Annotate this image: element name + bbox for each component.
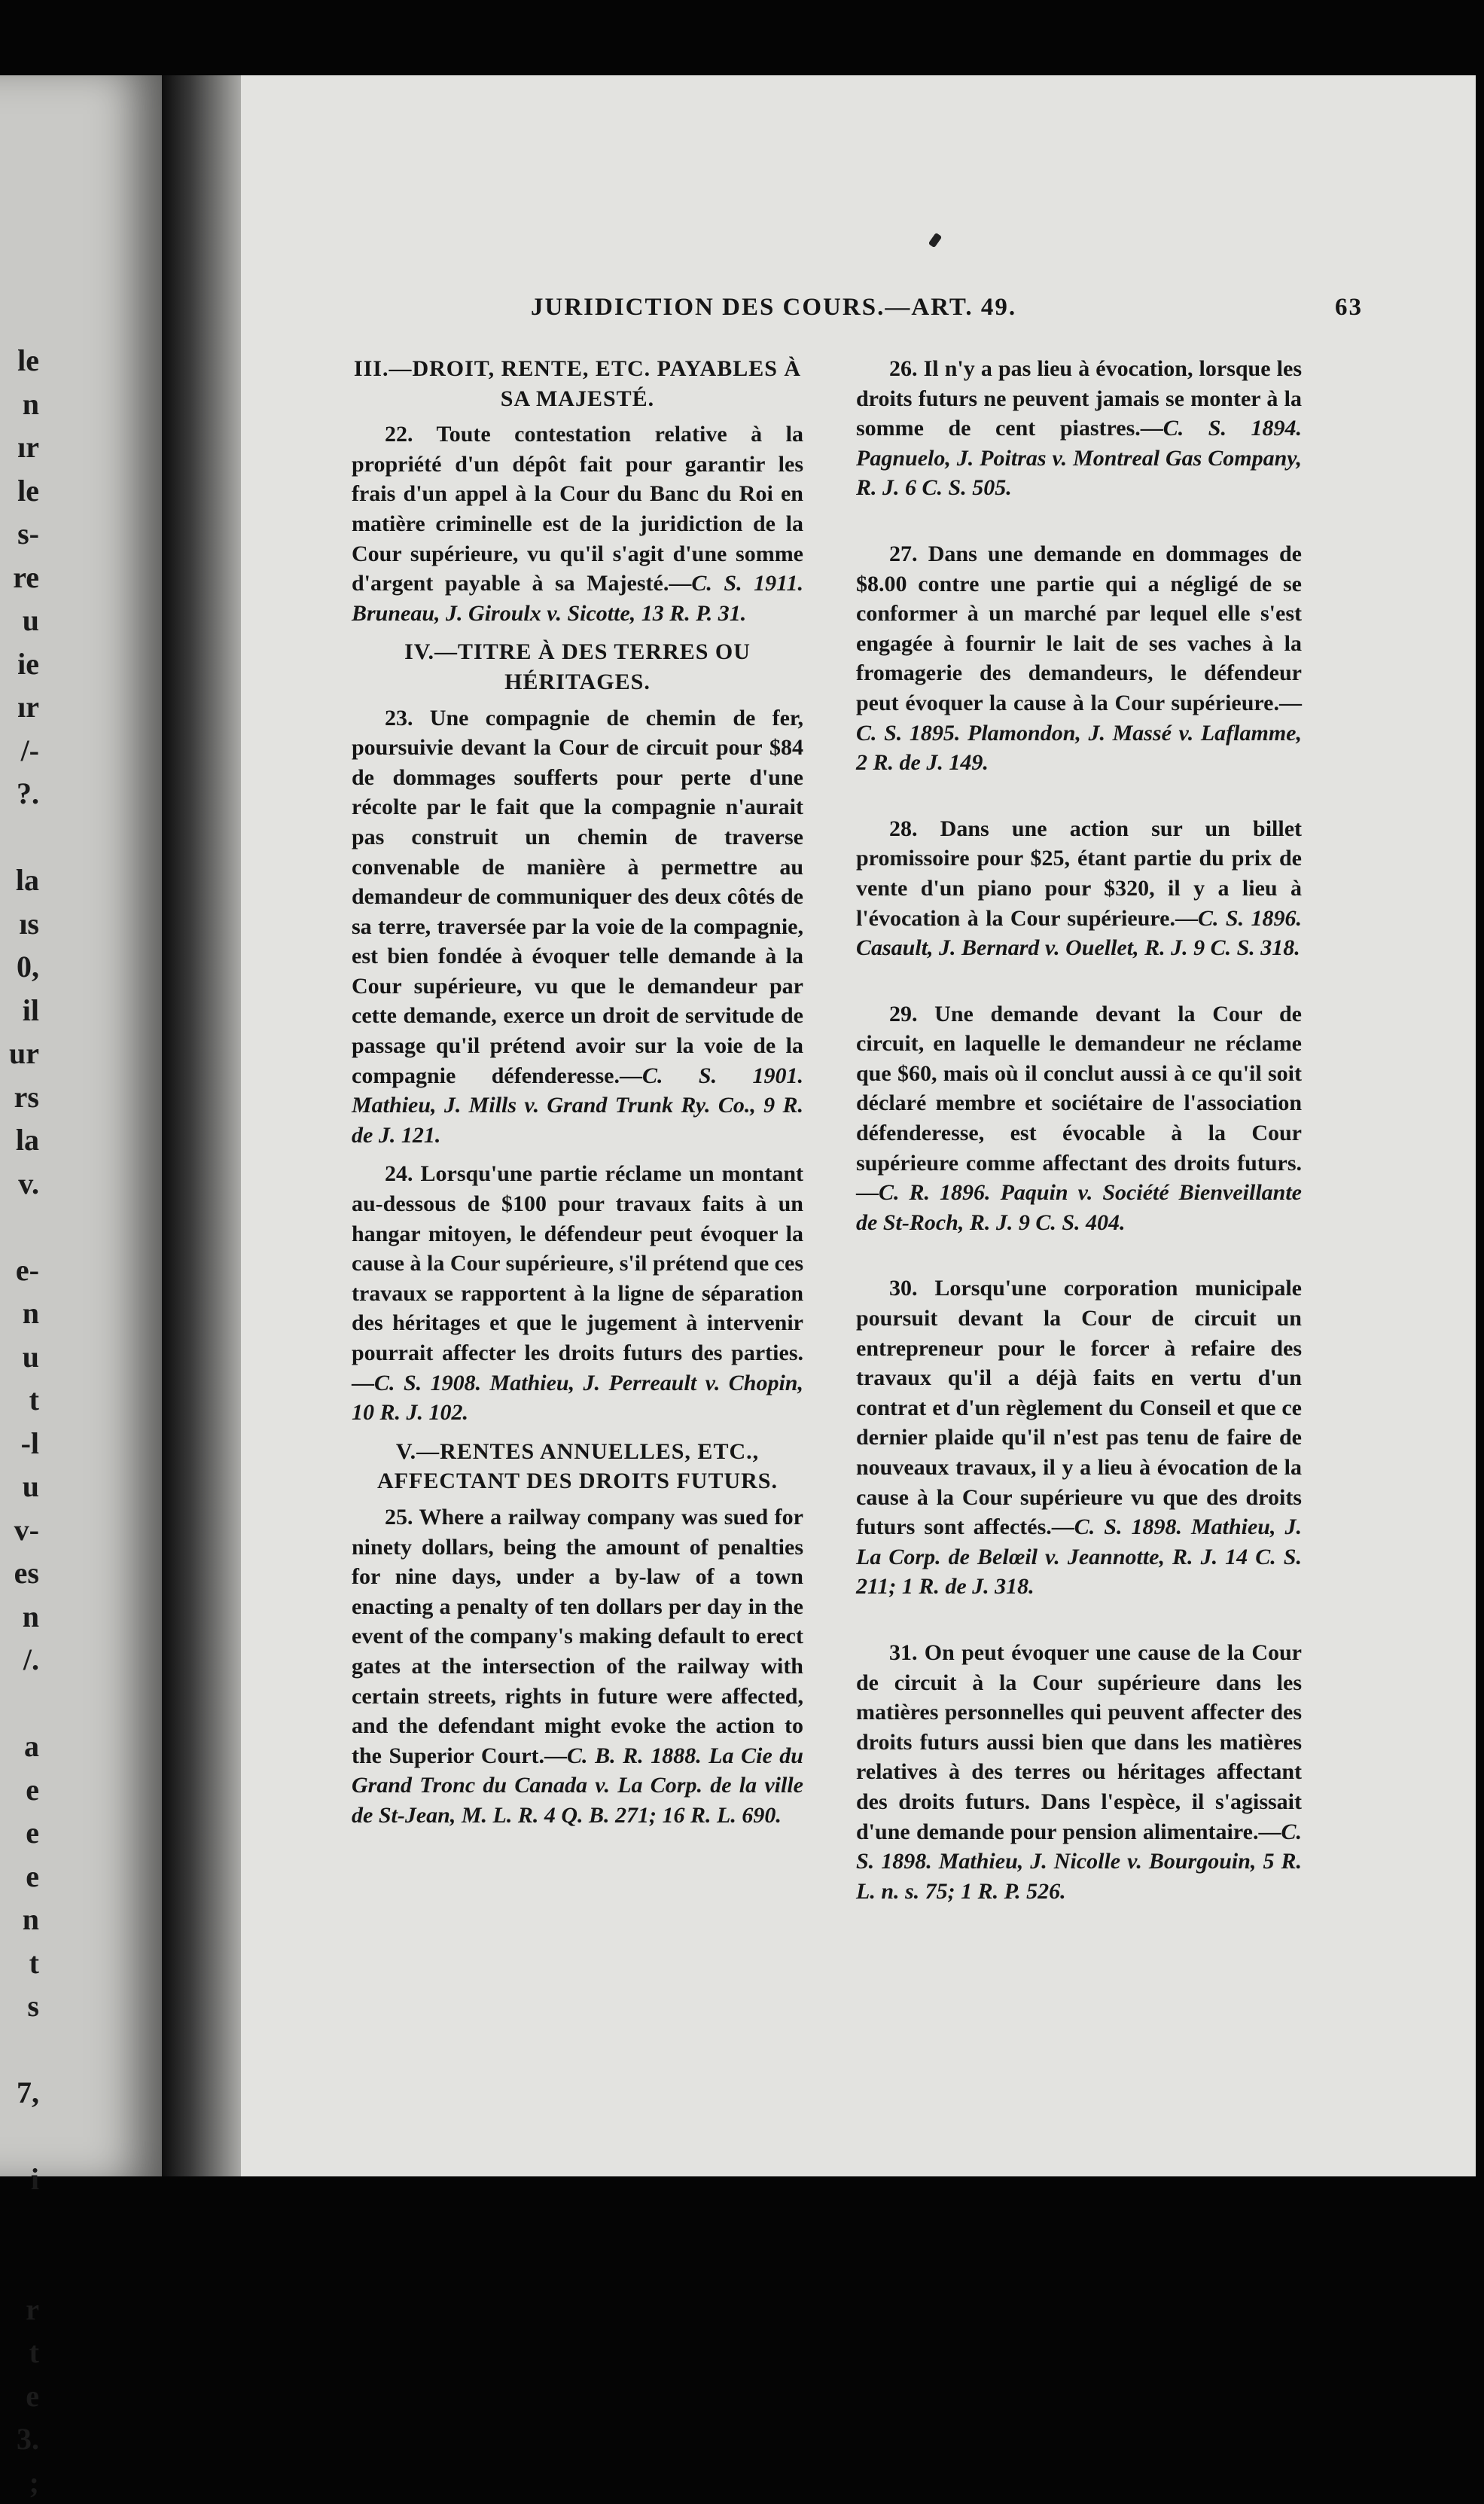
section-heading: III.—DROIT, RENTE, ETC. PAYABLES À SA MAJESTÉ. xyxy=(352,354,803,413)
margin-fragment: n xyxy=(2,1595,39,1639)
case-citation: C. S. 1895. Plamondon, J. Massé v. Laflamme, 2 R. de J. 149. xyxy=(856,721,1302,776)
margin-fragment: t xyxy=(2,2331,39,2374)
margin-fragment: e xyxy=(2,1768,39,1812)
entry-text: Dans une demande en dommages de $8.00 contre une partie qui a négligé de se conformer à un marché par lequel elle s'est engagée à fournir le lait de ses vaches à la fromagerie des demandeurs, le défendeur peut évoquer la cause à la Cour supérieure.— xyxy=(856,541,1302,715)
entry-text: Toute contestation relative à la propriété d'un dépôt fait pour garantir les frais d'un appel à la Cour du Banc du Roi en matière criminelle est de la juridiction de la Cour supérieure, vu qu'il s'agit d'une somme d'argent payable à sa Majesté.— xyxy=(352,422,803,596)
entry-text: Dans une action sur un billet promissoire pour $25, étant partie du prix de vente d'un piano pour $320, il y a lieu à l'évocation à la Cour supérieure.— xyxy=(856,816,1302,931)
margin-fragment: /. xyxy=(2,1638,39,1682)
margin-fragment: e xyxy=(2,1855,39,1899)
case-entry xyxy=(856,1638,1302,1906)
margin-fragment: u xyxy=(2,1335,39,1379)
margin-fragment xyxy=(2,2201,39,2245)
facing-page xyxy=(0,75,167,2176)
case-entry xyxy=(352,1502,803,1831)
margin-fragment: e xyxy=(2,2374,39,2418)
margin-fragment: ie xyxy=(2,642,39,686)
margin-fragment: n xyxy=(2,1898,39,1941)
margin-fragment: r xyxy=(2,2288,39,2332)
entry-spacer xyxy=(856,1246,1302,1273)
entry-number: 24. xyxy=(385,1161,413,1186)
margin-fragment xyxy=(2,2115,39,2158)
entry-number: 31. xyxy=(889,1640,918,1665)
margin-fragment: ?. xyxy=(2,772,39,816)
margin-fragment: t xyxy=(2,1941,39,1985)
entry-text: Where a railway company was sued for ninety dollars, being the amount of penalties for nine days, under a by-law of a town enacting a penalty of ten dollars per day in the event of the company's making default to erect gates at the intersection of the railway with certain streets, rights in future were affected, and the defendant might evoke the action to the Superior Court.— xyxy=(352,1505,803,1768)
margin-fragment: ıs xyxy=(2,902,39,946)
margin-fragment: t xyxy=(2,1378,39,1422)
margin-fragment: a xyxy=(2,1725,39,1768)
margin-fragment: s- xyxy=(2,512,39,556)
case-citation: C. S. 1898. Mathieu, J. Nicolle v. Bourgouin, 5 R. L. n. s. 75; 1 R. P. 526. xyxy=(856,1819,1302,1904)
margin-fragment: 7, xyxy=(2,2071,39,2115)
margin-fragment xyxy=(2,816,39,859)
entry-number: 29. xyxy=(889,1002,918,1026)
margin-fragment: s xyxy=(2,1984,39,2028)
case-entry xyxy=(352,703,803,1151)
facing-page-margin-text xyxy=(2,339,39,2504)
case-entry xyxy=(352,419,803,628)
entry-spacer xyxy=(856,787,1302,814)
margin-fragment: v- xyxy=(2,1508,39,1552)
entry-number: 23. xyxy=(385,706,413,730)
book-gutter xyxy=(162,75,245,2176)
margin-fragment: v. xyxy=(2,1162,39,1206)
margin-fragment: ır xyxy=(2,685,39,729)
margin-fragment: 3. xyxy=(2,2417,39,2461)
margin-fragment: i xyxy=(2,2158,39,2201)
margin-fragment: la xyxy=(2,859,39,902)
margin-fragment: es xyxy=(2,1551,39,1595)
margin-fragment: n xyxy=(2,383,39,426)
running-title: JURIDICTION DES COURS.—ART. 49. xyxy=(531,294,1016,322)
margin-fragment: e xyxy=(2,1811,39,1855)
entry-text: Une demande devant la Cour de circuit, en laquelle le demandeur ne réclame que $60, mais où il conclut aussi à ce qu'il soit déclaré membre et sociétaire de l'association défenderesse, est évocable à la Cour supérieure comme affectant des droits futurs.— xyxy=(856,1002,1302,1206)
margin-fragment: e- xyxy=(2,1249,39,1292)
case-entry xyxy=(856,999,1302,1238)
running-header xyxy=(241,294,1476,339)
case-entry xyxy=(352,1159,803,1427)
entry-text: Une compagnie de chemin de fer, poursuivie devant la Cour de circuit pour $84 de dommages soufferts pour perte d'une récolte par le fait que la compagnie n'aurait pas construit un chemin de traverse convenable de manière à permettre au demandeur de communiquer des deux côtés de sa terre, traversée par la voie de la compagnie, est bien fondée à évoquer telle demande à la Cour supérieure, vu que le demandeur par cette demande, exerce un droit de servitude de passage qu'il prétend avoir sur la voie de la compagnie défenderesse.— xyxy=(352,706,803,1088)
margin-fragment xyxy=(2,1682,39,1725)
section-heading: V.—RENTES ANNUELLES, ETC., AFFECTANT DES DROITS FUTURS. xyxy=(352,1437,803,1496)
ink-mark xyxy=(928,233,943,248)
entry-text: Il n'y a pas lieu à évocation, lorsque les droits futurs ne peuvent jamais se monter à la somme de cent piastres.— xyxy=(856,356,1302,441)
entry-spacer xyxy=(856,512,1302,539)
entry-text: On peut évoquer une cause de la Cour de circuit à la Cour supérieure dans les matières personnelles qui peuvent affecter des droits futurs aussi bien que dans les matières relatives à des terres ou héritages affectant des droits futurs. Dans l'espèce, il s'agissait d'une demande pour pension alimentaire.— xyxy=(856,1640,1302,1844)
entry-number: 22. xyxy=(385,422,413,447)
margin-fragment: le xyxy=(2,339,39,383)
margin-fragment: il xyxy=(2,989,39,1032)
margin-fragment: -l xyxy=(2,1422,39,1465)
case-citation: C. S. 1896. Casault, J. Bernard v. Ouellet, R. J. 9 C. S. 318. xyxy=(856,906,1302,961)
right-column xyxy=(856,354,1302,1942)
margin-fragment: ır xyxy=(2,425,39,469)
case-entry xyxy=(856,539,1302,778)
case-citation: C. S. 1908. Mathieu, J. Perreault v. Chopin, 10 R. J. 102. xyxy=(352,1371,803,1426)
entry-number: 30. xyxy=(889,1276,918,1301)
case-citation: C. S. 1901. Mathieu, J. Mills v. Grand Trunk Ry. Co., 9 R. de J. 121. xyxy=(352,1063,803,1148)
case-citation: C. S. 1911. Bruneau, J. Giroulx v. Sicotte, 13 R. P. 31. xyxy=(352,571,803,626)
margin-fragment: ; xyxy=(2,2461,39,2504)
margin-fragment: n xyxy=(2,1292,39,1335)
margin-fragment: u xyxy=(2,599,39,642)
case-entry xyxy=(856,1273,1302,1602)
case-entry xyxy=(856,354,1302,503)
case-citation: C. R. 1896. Paquin v. Société Bienveillante de St-Roch, R. J. 9 C. S. 404. xyxy=(856,1180,1302,1235)
entry-number: 27. xyxy=(889,541,918,566)
margin-fragment: re xyxy=(2,556,39,599)
case-citation: C. B. R. 1888. La Cie du Grand Tronc du Canada v. La Corp. de la ville de St-Jean, M. L. R. 4 Q. B. 271; 16 R. L. 690. xyxy=(352,1743,803,1828)
case-entry xyxy=(856,814,1302,963)
margin-fragment: ur xyxy=(2,1032,39,1075)
entry-number: 25. xyxy=(385,1505,413,1530)
entry-number: 26. xyxy=(889,356,918,381)
document-page xyxy=(241,75,1476,2176)
entry-text: Lorsqu'une partie réclame un montant au-dessous de $100 pour travaux faits à un hangar mitoyen, le défendeur peut évoquer la cause à la Cour supérieure, s'il prétend que ces travaux se rapportent à la ligne de séparation des héritages et que le jugement à intervenir pourrait affecter les droits futurs des parties.— xyxy=(352,1161,803,1395)
margin-fragment: le xyxy=(2,469,39,513)
entry-spacer xyxy=(856,1915,1302,1942)
margin-fragment: rs xyxy=(2,1075,39,1119)
margin-fragment xyxy=(2,2028,39,2072)
entry-text: Lorsqu'une corporation municipale poursuit devant la Cour de circuit un entrepreneur pour le forcer à refaire des travaux qu'il a déjà faits en vertu d'un contrat et d'un règlement du Conseil et que ce dernier plaide qu'il n'est pas tenu de faire de nouveaux travaux, il y a lieu à évocation de la cause à la Cour supérieure vu que des droits futurs sont affectés.— xyxy=(856,1276,1302,1539)
case-citation: C. S. 1894. Pagnuelo, J. Poitras v. Montreal Gas Company, R. J. 6 C. S. 505. xyxy=(856,416,1302,500)
section-heading: IV.—TITRE À DES TERRES OU HÉRITAGES. xyxy=(352,637,803,697)
margin-fragment: 0, xyxy=(2,945,39,989)
entry-spacer xyxy=(856,972,1302,999)
entry-spacer xyxy=(856,1611,1302,1638)
margin-fragment: la xyxy=(2,1118,39,1162)
margin-fragment: u xyxy=(2,1465,39,1508)
margin-fragment xyxy=(2,2244,39,2288)
entry-number: 28. xyxy=(889,816,918,841)
margin-fragment xyxy=(2,1205,39,1249)
page-number: 63 xyxy=(1335,294,1363,322)
left-column xyxy=(352,354,803,1840)
case-citation: C. S. 1898. Mathieu, J. La Corp. de Belœil v. Jeannotte, R. J. 14 C. S. 211; 1 R. de J. 318. xyxy=(856,1514,1302,1599)
margin-fragment: /- xyxy=(2,729,39,773)
